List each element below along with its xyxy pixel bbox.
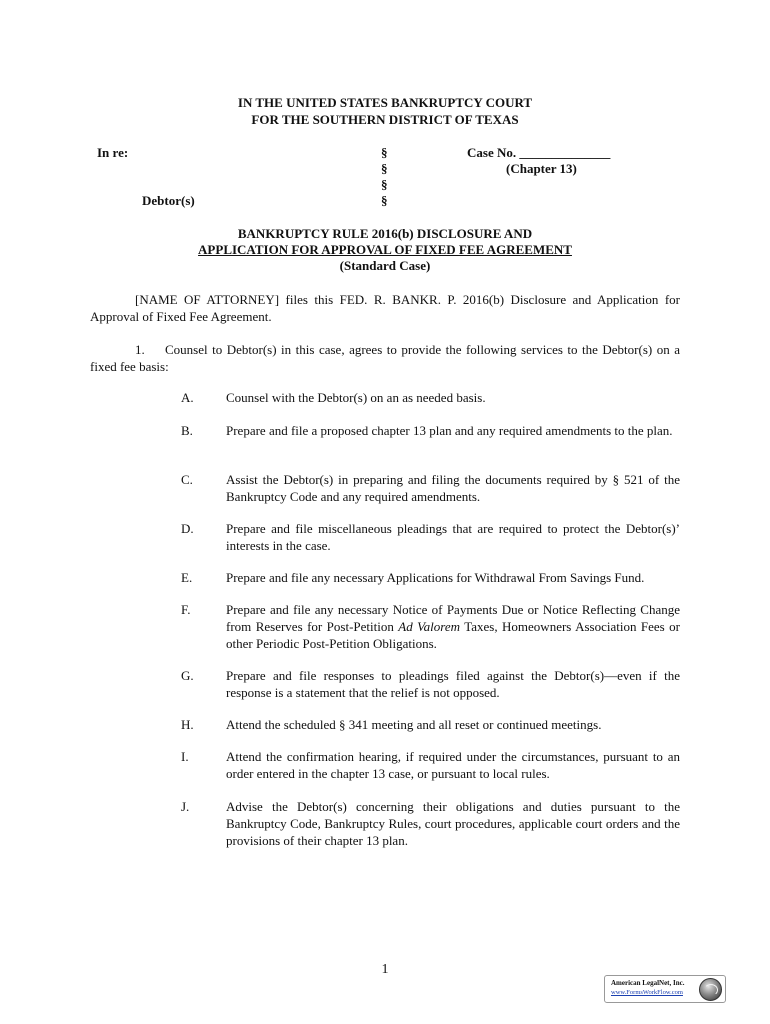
item-letter: B. (181, 423, 193, 438)
item-text: Advise the Debtor(s) concerning their obligations and duties pursuant to the Bankruptcy Code, Bankruptcy Rules, court procedures, applicable court orders and the provisions of their chapter 13 plan. (226, 799, 680, 848)
section-mark: § (381, 145, 388, 160)
item-letter: F. (181, 602, 191, 617)
court-name: IN THE UNITED STATES BANKRUPTCY COURT (237, 95, 533, 110)
chapter-label: (Chapter 13) (506, 161, 577, 176)
section-mark: § (381, 161, 388, 176)
footer-company: American LegalNet, Inc. (611, 979, 685, 987)
item-letter: E. (181, 570, 193, 585)
item-text: Assist the Debtor(s) in preparing and filing the documents required by § 521 of the Bankruptcy Code and any required amendments. (226, 472, 680, 504)
paragraph-number: 1. (135, 342, 145, 357)
item-text: Counsel with the Debtor(s) on an as needed basis. (226, 390, 486, 405)
item-text: Attend the scheduled § 341 meeting and all reset or continued meetings. (226, 717, 602, 732)
item-text: Prepare and file any necessary Notice of Payments Due or Notice Reflecting Change from Reserves for Post-Petition Ad Valorem Taxes, Homeowners Association Fees or other Periodic Post-Petition Obligations. (226, 602, 680, 651)
item-letter: D. (181, 521, 194, 536)
globe-icon (699, 978, 722, 1001)
item-text: Attend the confirmation hearing, if required under the circumstances, pursuant to an order entered in the chapter 13 case, or pursuant to local rules. (226, 749, 680, 781)
footer-url-link[interactable]: www.FormsWorkFlow.com (611, 989, 683, 996)
item-text: Prepare and file miscellaneous pleadings that are required to protect the Debtor(s)’ interests in the case. (226, 521, 680, 553)
section-mark: § (381, 177, 388, 192)
court-district: FOR THE SOUTHERN DISTRICT OF TEXAS (251, 112, 519, 127)
case-number-label: Case No. (467, 145, 517, 160)
item-text: Prepare and file responses to pleadings filed against the Debtor(s)—even if the response is a statement that the relief is not opposed. (226, 668, 680, 700)
item-text: Prepare and file a proposed chapter 13 plan and any required amendments to the plan. (226, 423, 673, 438)
document-title-line1: BANKRUPTCY RULE 2016(b) DISCLOSURE AND (237, 226, 533, 241)
item-letter: I. (181, 749, 189, 764)
case-number (467, 145, 610, 161)
item-letter: G. (181, 668, 194, 683)
item-text: Prepare and file any necessary Applications for Withdrawal From Savings Fund. (226, 570, 645, 585)
item-letter: A. (181, 390, 194, 405)
case-number-blank[interactable]: ______________ (519, 145, 611, 160)
item-letter: J. (181, 799, 190, 814)
intro-paragraph: [NAME OF ATTORNEY] files this FED. R. BANKR. P. 2016(b) Disclosure and Application for Approval of Fixed Fee Agreement. (90, 292, 681, 324)
debtor-label: Debtor(s) (142, 193, 195, 208)
page-number: 1 (381, 962, 389, 977)
section-mark: § (381, 193, 388, 208)
in-re-label: In re: (97, 145, 129, 160)
footer-logo (604, 975, 726, 1003)
paragraph-1: 1. Counsel to Debtor(s) in this case, agrees to provide the following services to the Debtor(s) on a fixed fee basis: (90, 342, 680, 374)
item-letter: C. (181, 472, 193, 487)
document-title-line2 (0, 242, 770, 258)
document-title-underlined: APPLICATION FOR APPROVAL OF FIXED FEE AGREEMENT (198, 242, 572, 257)
item-letter: H. (181, 717, 194, 732)
document-subtitle: (Standard Case) (339, 258, 431, 273)
